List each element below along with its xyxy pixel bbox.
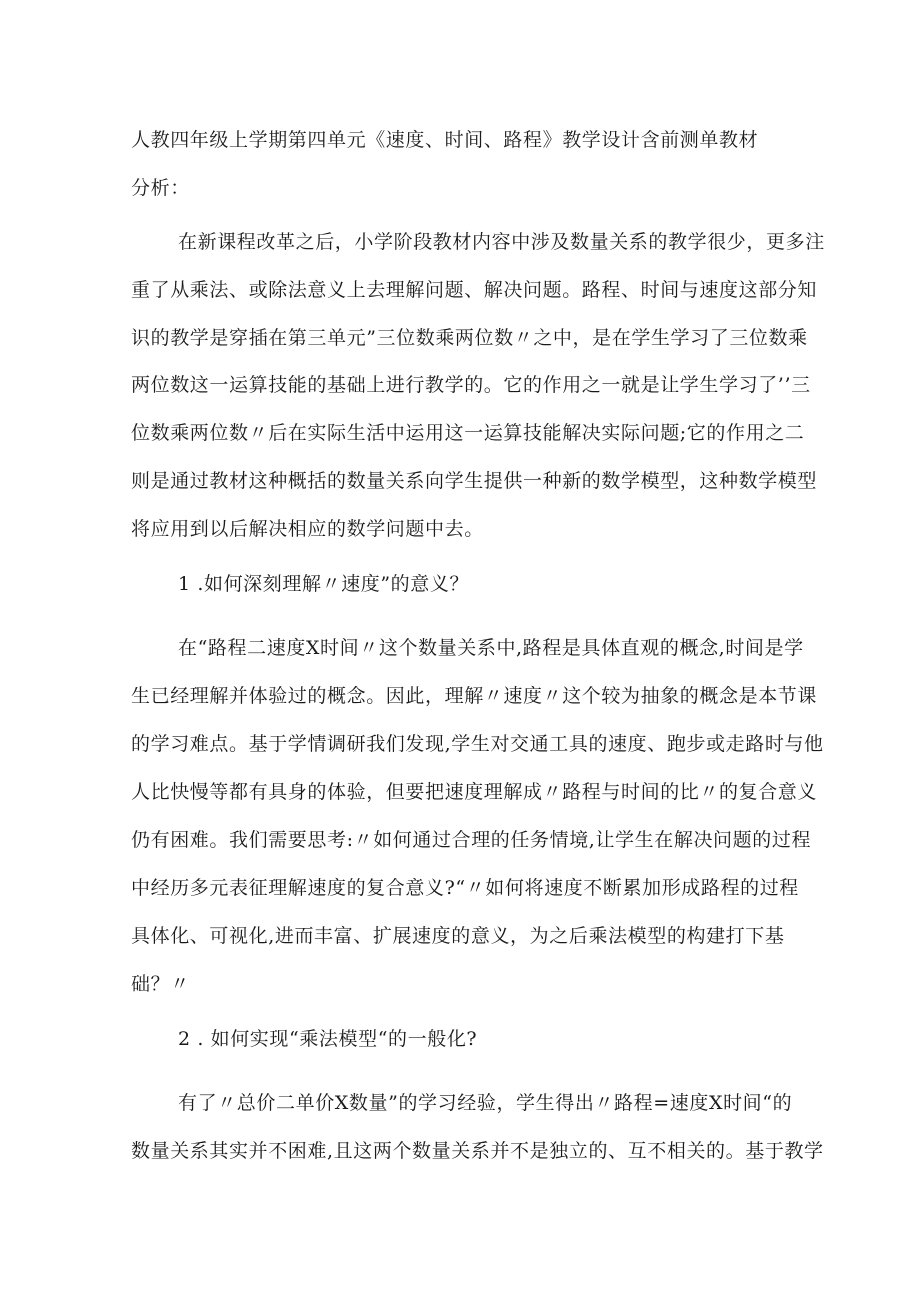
intro-line-5: 位数乘两位数〃后在实际生活中运用这一运算技能解决实际问题;它的作用之二 <box>131 422 805 444</box>
intro-line-3: 识的教学是穿插在第三单元”三位数乘两位数〃之中，是在学生学习了三位数乘 <box>131 327 808 349</box>
intro-line-7: 将应用到以后解决相应的数学问题中去。 <box>131 518 484 540</box>
section1-line-3: 的学习难点。基于学情调研我们发现,学生对交通工具的速度、跑步或走路时与他 <box>131 733 824 755</box>
intro-line-4: 两位数这一运算技能的基础上进行教学的。它的作用之一就是让学生学习了’’三 <box>131 374 811 396</box>
intro-line-2: 重了从乘法、或除法意义上去理解问题、解决问题。路程、时间与速度这部分知 <box>131 279 818 301</box>
document-title-line-2: 分析： <box>131 177 190 199</box>
section1-line-1: 在“路程二速度X时间〃这个数量关系中,路程是具体直观的概念,时间是学 <box>178 637 804 659</box>
section-heading-2: 2 . 如何实现“乘法模型“的一般化? <box>178 1028 478 1050</box>
section1-line-2: 生已经理解并体验过的概念。因此，理解〃速度〃这个较为抽象的概念是本节课 <box>131 685 818 707</box>
section2-line-2: 数量关系其实并不困难,且这两个数量关系并不是独立的、互不相关的。基于教学 <box>131 1140 824 1162</box>
document-title-line-1: 人教四年级上学期第四单元《速度、时间、路程》教学设计含前测单教材 <box>131 129 759 151</box>
section1-line-8: 础？〃 <box>131 973 190 995</box>
intro-line-6: 则是通过教材这种概括的数量关系向学生提供一种新的数学模型，这种数学模型 <box>131 470 818 492</box>
intro-line-1: 在新课程改革之后，小学阶段教材内容中涉及数量关系的教学很少，更多注 <box>178 231 825 253</box>
section2-line-1: 有了〃总价二单价X数量”的学习经验，学生得出〃路程=速度X时间“的 <box>178 1092 793 1114</box>
section-heading-1: 1 .如何深刻理解〃速度”的意义？ <box>178 573 470 595</box>
section1-line-5: 仍有困难。我们需要思考:〃如何通过合理的任务情境,让学生在解决问题的过程 <box>131 829 812 851</box>
section1-line-4: 人比快慢等都有具身的体验，但要把速度理解成〃路程与时间的比〃的复合意义 <box>131 781 818 803</box>
section1-line-7: 具体化、可视化,进而丰富、扩展速度的意义，为之后乘法模型的构建打下基 <box>131 925 785 947</box>
section1-line-6: 中经历多元表征理解速度的复合意义?“〃如何将速度不断累加形成路程的过程 <box>131 877 799 899</box>
